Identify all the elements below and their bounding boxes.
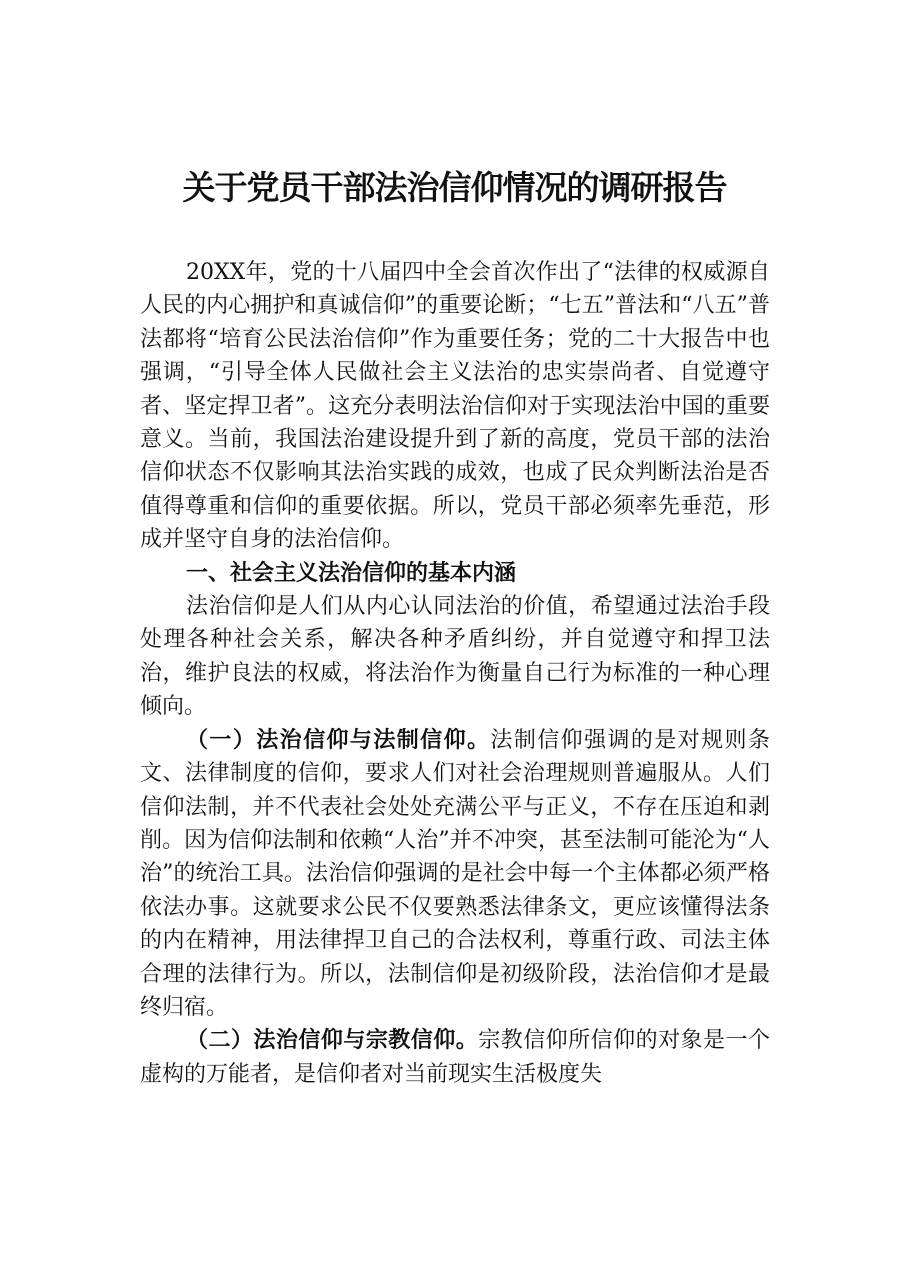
subsection-lead: （一）法治信仰与法制信仰。 xyxy=(186,726,491,753)
subsection-text: 宗教信仰所信仰的对象是一个虚构的万能者，是信仰者对当前现实生活极度失 xyxy=(140,1028,770,1087)
subsection-paragraph xyxy=(140,724,770,1025)
document-body xyxy=(140,256,770,1091)
section-heading: 一、社会主义法治信仰的基本内涵 xyxy=(186,560,517,586)
intro-paragraph: 20XX年，党的十八届四中全会首次作出了“法律的权威源自人民的内心拥护和真诚信仰”的重要论断；“七五”普法和“八五”普法都将“培育公民法治信仰”作为重要任务；党的二十大报告中也强调，“引导全体人民做社会主义法治的忠实崇尚者、自觉遵守者、坚定捍卫者”。这充分表明法治信仰对于实现法治中国的重要意义。当前，我国法治建设提升到了新的高度，党员干部的法治信仰状态不仅影响其法治实践的成效，也成了民众判断法治是否值得尊重和信仰的重要依据。所以，党员干部必须率先垂范，形成并坚守自身的法治信仰。 xyxy=(140,260,770,553)
section-intro-paragraph: 法治信仰是人们从内心认同法治的价值，希望通过法治手段处理各种社会关系，解决各种矛盾纠纷，并自觉遵守和捍卫法治，维护良法的权威，将法治作为衡量自己行为标准的一种心理倾向。 xyxy=(140,594,770,720)
subsection-text: 法制信仰强调的是对规则条文、法律制度的信仰，要求人们对社会治理规则普遍服从。人们信仰法制，并不代表社会处处充满公平与正义，不存在压迫和剥削。因为信仰法制和依赖“人治”并不冲突，甚至法制可能沦为“人治”的统治工具。法治信仰强调的是社会中每一个主体都必须严格依法办事。这就要求公民不仅要熟悉法律条文，更应该懂得法条的内在精神，用法律捍卫自己的合法权利，尊重行政、司法主体合理的法律行为。所以，法制信仰是初级阶段，法治信仰才是最终归宿。 xyxy=(140,727,770,1020)
subsection-paragraph xyxy=(140,1024,770,1091)
subsection-lead: （二）法治信仰与宗教信仰。 xyxy=(186,1027,479,1054)
document-title: 关于党员干部法治信仰情况的调研报告 xyxy=(182,168,727,207)
